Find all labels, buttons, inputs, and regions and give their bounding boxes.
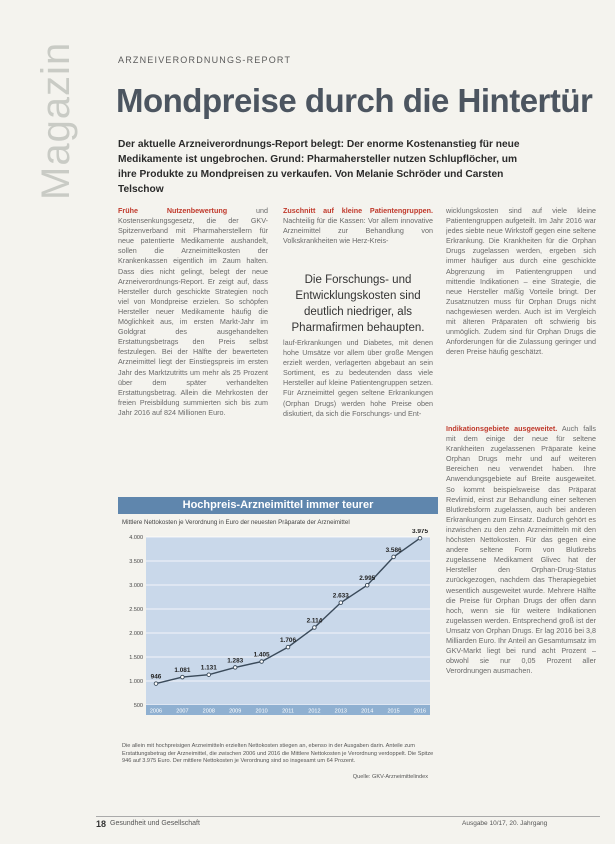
y-tick-label: 1.000: [129, 679, 143, 685]
data-point: [392, 555, 396, 559]
data-point: [207, 673, 211, 677]
text-column-2-continued: [283, 338, 433, 488]
data-label: 2.114: [306, 617, 323, 625]
page-number: 18: [96, 819, 107, 829]
x-tick-label: 2016: [413, 708, 427, 715]
x-tick-label: 2010: [255, 708, 268, 715]
data-label: 2.633: [332, 592, 349, 600]
x-tick-label: 2013: [334, 708, 347, 715]
footer-magazine-name: Gesundheit und Gesellschaft: [110, 820, 200, 827]
column-3-heading: Indikationsgebiete ausgeweitet.: [446, 424, 558, 433]
chart-box: [118, 497, 438, 780]
y-tick-label: 2.000: [129, 631, 143, 637]
x-tick-label: 2012: [308, 708, 321, 715]
section-label: ARZNEIVERORDNUNGS-REPORT: [118, 55, 292, 65]
data-label: 1.081: [174, 667, 191, 675]
article-lead: [118, 137, 528, 197]
byline: Von Melanie Schröder und Carsten Telschow: [118, 169, 504, 195]
x-tick-label: 2008: [202, 708, 215, 715]
data-point: [339, 601, 343, 605]
data-label: 1.283: [227, 657, 244, 665]
y-tick-label: 2.500: [129, 607, 143, 613]
x-tick-label: 2007: [176, 708, 189, 715]
data-label: 1.405: [253, 651, 270, 659]
x-tick-label: 2015: [387, 708, 400, 715]
chart-source: Quelle: GKV-Arzneimittelindex: [352, 774, 428, 780]
data-point: [286, 645, 290, 649]
data-point: [233, 666, 237, 670]
pull-quote: Die Forschungs- und Entwicklungskosten sind deutlich niedriger, als Pharmafirmen behaupten.: [291, 274, 425, 334]
magazine-side-label: [34, 41, 104, 200]
lead-text: Der aktuelle Arzneiverordnungs-Report belegt: Der enorme Kostenanstieg für neue Medikamente ist ungebrochen. Grund: Pharmahersteller nutzen Schlupflöcher, um ihre Produkte zu Mondpreisen zu verkaufen.: [118, 139, 520, 180]
x-tick-label: 2014: [361, 708, 374, 715]
column-1-text: und Kostensenkungsgesetz, die der GKV-Spitzenverband mit Pharmaherstellern für neue patentierte Medikamente aushandelt, sollen die Arzneimittelkosten der Krankenkassen eigentlich im Zaum halten. Dass dies nicht gelingt, belegt der neue Arzneiverordnungs-Report. Er zeigt auf, dass Hersteller durch geschickte Strategien noch viel von Mondpreise erzielen. So schöpfen Hersteller neuer Medikamente häufig die Möglichkeit aus, im ersten Markt-Jahr im Goldgrat des ausgehandelten Erstattungsbetrags den Preis selbst festzulegen. Bei der Hälfte der bewerteten Arzneimittel liegt der Einstiegspreis im ersten Jahr des Marktzutritts um mehr als 25 Prozent über dem später verhandelten Erstattungsbetrag. Allein die Mehrkosten der freien Preisbildung summierten sich bis zum Jahr 2016 auf 824 Millionen Euro.: [118, 206, 268, 417]
chart-area: [118, 529, 438, 727]
y-tick-label: 500: [133, 703, 143, 709]
text-column-3: [446, 206, 596, 426]
chart-title: Hochpreis-Arzneimittel immer teurer: [118, 497, 438, 514]
data-point: [181, 675, 185, 679]
y-tick-label: 4.000: [129, 535, 143, 541]
column-2-text-continued: lauf-Erkrankungen und Diabetes, mit denen hohe Umsätze vor allem über große Mengen erzielt werden, verlagerten abgebaut an sein Sortiment, es zu bedeutenden dass viele Hersteller auf kleine Patientengruppen setzen. Für Arzneimittel gegen seltene Erkrankungen (Orphan Drugs) werden hohe Preise oben diskutiert, da sich die Forschungs- und Ent-: [283, 338, 433, 418]
y-tick-label: 3.500: [129, 559, 143, 565]
text-column-2: [283, 206, 433, 266]
data-point: [154, 682, 158, 686]
chart-subtitle: Mittlere Nettokosten je Verordnung in Euro der neuesten Präparate der Arzneimittel: [122, 519, 350, 526]
text-column-1: [118, 206, 268, 496]
data-label: 3.975: [412, 529, 428, 536]
data-point: [418, 536, 422, 540]
chart-plot-background: [146, 537, 430, 705]
column-1-heading: Frühe Nutzenbewertung: [118, 206, 228, 215]
footer-divider: [96, 816, 600, 817]
x-tick-label: 2011: [282, 708, 294, 715]
article-title: Mondpreise durch die Hintertür: [116, 82, 593, 119]
y-tick-label: 3.000: [129, 583, 143, 589]
line-chart: [118, 529, 438, 727]
data-label: 1.131: [200, 664, 217, 672]
data-label: 946: [150, 673, 162, 681]
data-label: 3.586: [385, 546, 402, 554]
text-column-3-continued: [446, 424, 596, 764]
data-point: [260, 660, 264, 664]
magazine-label-text: Magazin: [34, 41, 78, 200]
column-2-text: Nachteilig für die Kassen: Vor allem innovative Arzneimittel zur Behandlung von Volkskrankheiten wie Herz-Kreis-: [283, 216, 433, 246]
chart-note: Die allein mit hochpreisigen Arzneimitteln erzielten Nettokosten stiegen an, ebenso in der Ausgaben darin. Anteile zum Erstattungsbetrag der Arzneimittel, die zwischen 2006 und 2016 die Mittlere Nettokosten je Verordnung verdoppelt. Die Spitze 946 auf 3.975 Euro. Der mittlere Nettokosten je Verordnung sind so insgesamt um 64 Prozent.: [122, 743, 434, 764]
column-3-text-continued: Auch falls mit dem einige der neue für seltene Krankheiten zugelassenen Präparate keine Orphan Drugs mehr und auf weiteren Bereichen neu verwendet haben. Ihre Anwendungsgebiete auf Breite ausgeweitet. So kommt beispielsweise das Präparat Revlimid, einst zur Behandlung einer seltenen Blutkrebsform zugelassen, auch bei anderen Erkrankungen zum Einsatz. Dadurch gehört es inzwischen zu den zehn Arzneimitteln mit den höchsten Nettokosten. Für das gegen eine andere seltene Form von Blutkrebs zugelassene Medikament Glivec hat der Hersteller den Orphan-Drug-Status zurückgezogen, nachdem das Therapiegebiet wesentlich ausgeweitet wurde. Mehrere Hälfte die Preise für Orphan Drugs der offen dann hoch, wenn sie für weitere Indikationen zugelassen werden. Entsprechend groß ist der Umsatz von Orphan Drugs. Er lag 2016 bei 3,8 Milliarden Euro. Ihr Anteil an Gesamtumsatz im GKV-Markt liegt bei rund acht Prozent – obwohl sie nur 0,05 Prozent aller Verordnungen ausmachen.: [446, 424, 596, 676]
x-tick-label: 2006: [149, 708, 163, 715]
data-point: [365, 583, 369, 587]
data-label: 2.995: [359, 575, 376, 583]
data-point: [313, 626, 317, 630]
column-2-heading: Zuschnitt auf kleine Patientengruppen.: [283, 206, 433, 215]
footer-issue: Ausgabe 10/17, 20. Jahrgang: [462, 820, 548, 827]
data-label: 1.706: [280, 637, 296, 645]
column-3-text: wicklungskosten sind auf viele kleine Patientengruppen aufgeteilt. Im Jahr 2016 war jedes siebte neue Wirkstoff gegen eine seltene Erkrankung. Die Krankheiten für die Orphan Drugs zugelassen werden, ergeben sich immer häufiger aus durch eine geschickte Abgrenzung im Patientengruppen und mittendie Indikationen – eine Strategie, die neue Hersteller mäßig Vorteile bringt. Der Zusatznutzen muss für Orphan Drugs nicht nachgewiesen werden. Auch ist im Vergleich mit älteren Präparaten oft schwierig bis unmöglich. Zudem sind für Orphan Drugs die Anforderungen für die Zulassung geringer und deren Preise häufig geschätzt.: [446, 206, 596, 357]
x-tick-label: 2009: [229, 708, 242, 715]
y-tick-label: 1.500: [129, 655, 143, 661]
